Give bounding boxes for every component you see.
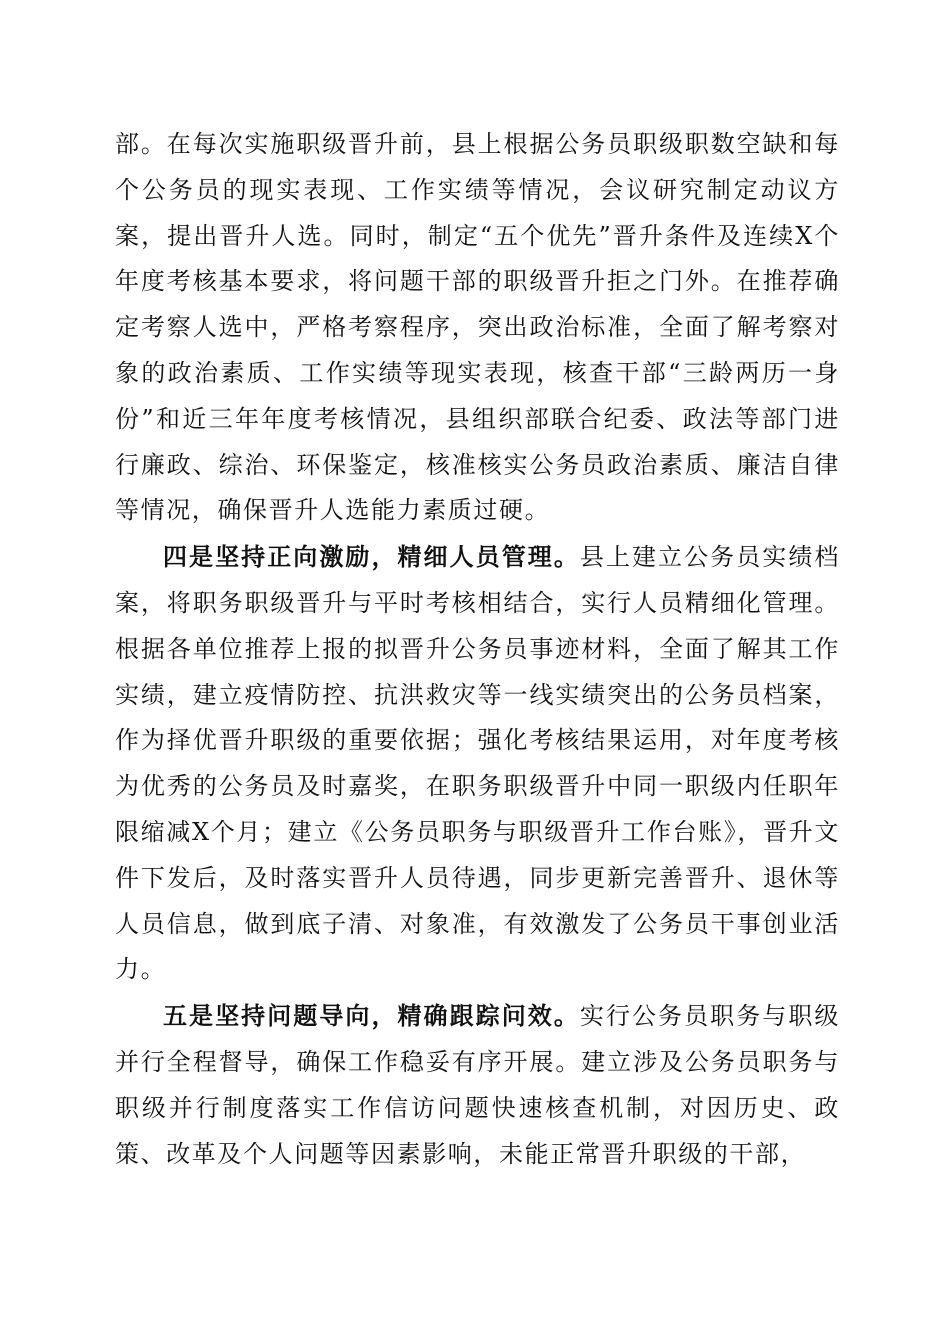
paragraph-heading: 五是坚持问题导向，精确跟踪问效。 [163, 1001, 580, 1031]
paragraph-five [115, 993, 840, 1177]
paragraph-continuation [115, 122, 840, 534]
paragraph-text: 县上建立公务员实绩档案，将职务职级晋升与平时考核相结合，实行人员精细化管理。根据各单位推荐上报的拟晋升公务员事迹材料，全面了解其工作实绩，建立疫情防控、抗洪救灾等一线实绩突出的公务员档案，作为择优晋升职级的重要依据；强化考核结果运用，对年度考核为优秀的公务员及时嘉奖，在职务职级晋升中同一职级内任职年限缩减X个月；建立《公务员职务与职级晋升工作台账》，晋升文件下发后，及时落实晋升人员待遇，同步更新完善晋升、退休等人员信息，做到底子清、对象准，有效激发了公务员干事创业活力。 [115, 543, 840, 984]
paragraph-four [115, 534, 840, 993]
paragraph-heading: 四是坚持正向激励，精细人员管理。 [163, 542, 580, 572]
paragraph-text: 实行公务员职务与职级并行全程督导，确保工作稳妥有序开展。建立涉及公务员职务与职级并行制度落实工作信访问题快速核查机制，对因历史、政策、改革及个人问题等因素影响，未能正常晋升职级的干部， [115, 1002, 840, 1168]
paragraph-text: 部。在每次实施职级晋升前，县上根据公务员职级职数空缺和每个公务员的现实表现、工作实绩等情况，会议研究制定动议方案，提出晋升人选。同时，制定“五个优先”晋升条件及连续X个年度考核基本要求，将问题干部的职级晋升拒之门外。在推荐确定考察人选中，严格考察程序，突出政治标准，全面了解考察对象的政治素质、工作实绩等现实表现，核查干部“三龄两历一身份”和近三年年度考核情况，县组织部联合纪委、政法等部门进行廉政、综治、环保鉴定，核准核实公务员政治素质、廉洁自律等情况，确保晋升人选能力素质过硬。 [115, 130, 840, 525]
document-body [115, 122, 840, 1177]
